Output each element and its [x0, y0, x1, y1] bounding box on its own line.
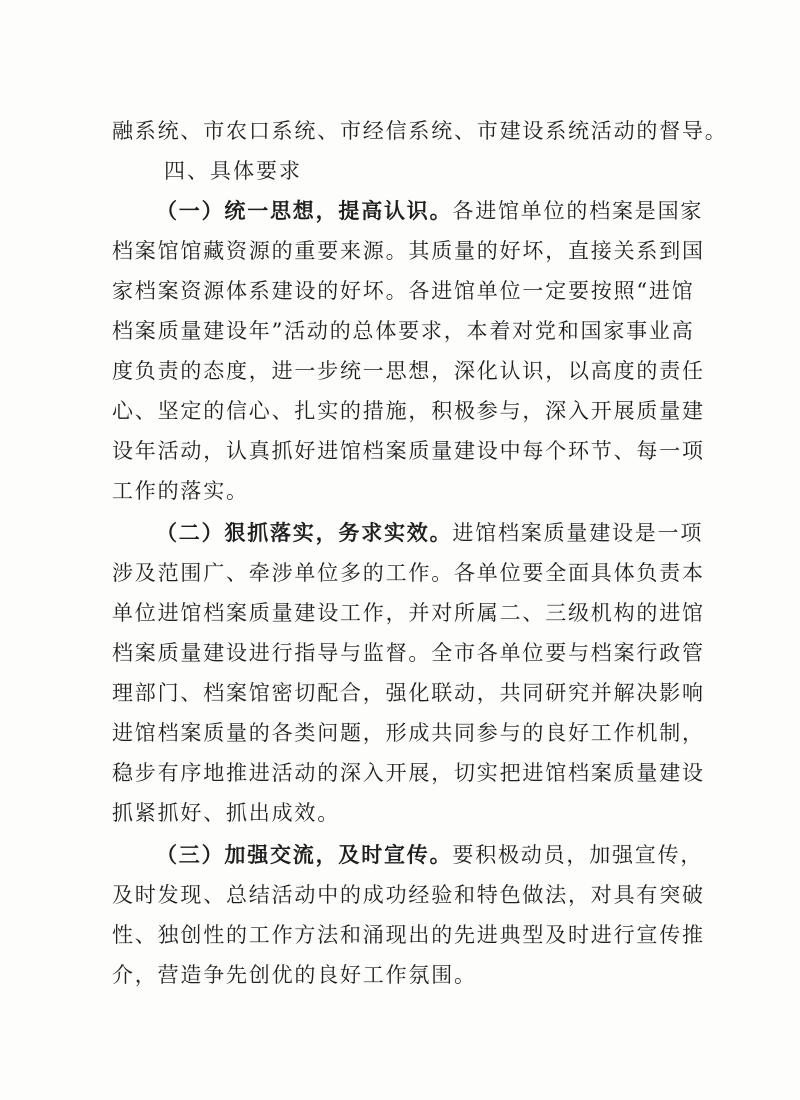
- text-line: 要积极动员，加强宣传，: [452, 843, 704, 867]
- section-heading-text: 四、具体要求: [164, 159, 302, 183]
- paragraph-line: [112, 472, 249, 510]
- paragraph-line: [112, 392, 705, 430]
- text-line: 心、坚定的信心、扎实的措施，积极参与，深入开展质量建: [112, 399, 705, 423]
- section-heading: [164, 152, 302, 190]
- text-line: 家档案资源体系建设的好坏。各进馆单位一定要按照“进馆: [112, 279, 695, 303]
- text-line: 度负责的态度，进一步统一思想，深化认识，以高度的责任: [112, 359, 705, 383]
- text-line: 性、独创性的工作方法和涌现出的先进典型及时进行宣传推: [112, 923, 705, 947]
- subheading-one: （一）统一思想，提高认识。: [156, 198, 453, 223]
- text-line: 工作的落实。: [112, 479, 249, 503]
- paragraph-line: [156, 192, 703, 230]
- paragraph-line: [156, 514, 703, 552]
- text-line: 档案质量建设进行指导与监督。全市各单位要与档案行政管: [112, 641, 705, 665]
- paragraph-line: [112, 714, 705, 752]
- paragraph-line: [112, 112, 728, 150]
- text-line: 各进馆单位的档案是国家: [452, 199, 704, 223]
- paragraph-line: [112, 754, 705, 792]
- text-line: 涉及范围广、牵涉单位多的工作。各单位要全面具体负责本: [112, 561, 705, 585]
- text-line: 单位进馆档案质量建设工作，并对所属二、三级机构的进馆: [112, 601, 705, 625]
- paragraph-line: [112, 956, 477, 994]
- paragraph-line: [112, 916, 705, 954]
- paragraph-line: [156, 836, 703, 874]
- paragraph-line: [112, 674, 705, 712]
- text-line: 进馆档案质量建设是一项: [452, 521, 704, 545]
- paragraph-line: [112, 634, 705, 672]
- paragraph-line: [112, 232, 705, 270]
- text-line: 融系统、市农口系统、市经信系统、市建设系统活动的督导。: [112, 119, 728, 143]
- text-line: 及时发现、总结活动中的成功经验和特色做法，对具有突破: [112, 883, 705, 907]
- text-line: 稳步有序地推进活动的深入开展，切实把进馆档案质量建设: [112, 761, 705, 785]
- subheading-three: （三）加强交流，及时宣传。: [156, 842, 453, 867]
- text-line: 档案馆馆藏资源的重要来源。其质量的好坏，直接关系到国: [112, 239, 705, 263]
- text-line: 理部门、档案馆密切配合，强化联动，共同研究并解决影响: [112, 681, 705, 705]
- text-line: 介，营造争先创优的良好工作氛围。: [112, 963, 477, 987]
- paragraph-line: [112, 594, 705, 632]
- paragraph-line: [112, 794, 340, 832]
- text-line: 设年活动，认真抓好进馆档案质量建设中每个环节、每一项: [112, 439, 705, 463]
- paragraph-line: [112, 352, 705, 390]
- text-line: 抓紧抓好、抓出成效。: [112, 801, 340, 825]
- paragraph-line: [112, 272, 695, 310]
- text-line: 档案质量建设年”活动的总体要求，本着对党和国家事业高: [112, 319, 695, 343]
- paragraph-line: [112, 312, 695, 350]
- paragraph-line: [112, 554, 705, 592]
- paragraph-line: [112, 432, 705, 470]
- subheading-two: （二）狠抓落实，务求实效。: [156, 520, 453, 545]
- paragraph-line: [112, 876, 705, 914]
- text-line: 进馆档案质量的各类问题，形成共同参与的良好工作机制，: [112, 721, 705, 745]
